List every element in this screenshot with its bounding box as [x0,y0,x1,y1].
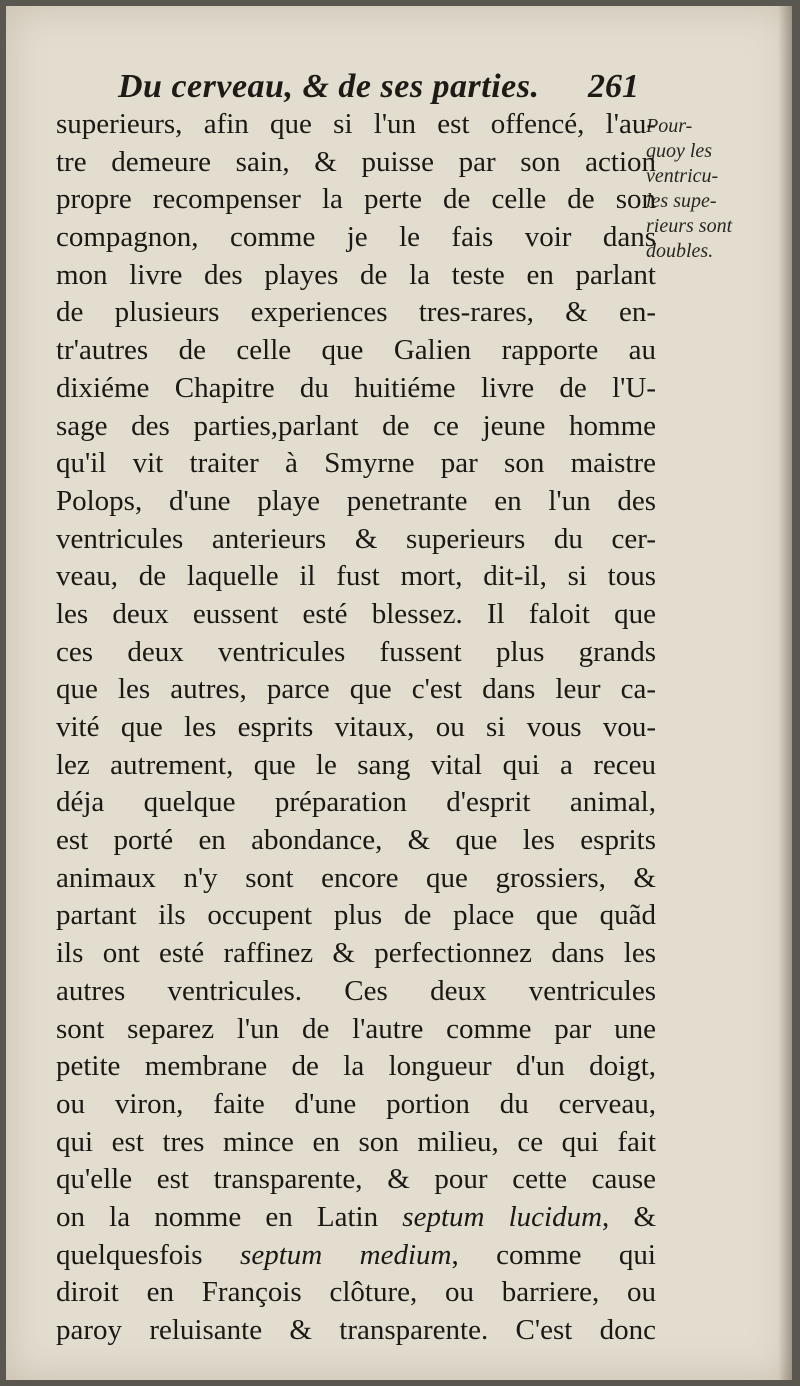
running-title: Du cerveau, & de ses parties. [118,68,540,105]
latin-term-septum-medium: septum medium [240,1238,452,1271]
text-line: qu'elle est transparente, & pour cette cause [56,1163,656,1196]
marginal-note-line: Pour- [646,115,693,137]
text-line: partant ils occupent plus de place que quãd [56,899,656,932]
text-line: tre demeure sain, & puisse par son action [56,145,656,178]
text-line-latin-term [56,1199,656,1237]
text-line: est porté en abondance, & que les esprits [56,824,656,857]
text-line: tr'autres de celle que Galien rapporte au [56,334,656,367]
text-line: que les autres, parce que c'est dans leur ca- [56,673,656,706]
text-segment: , & [602,1200,656,1233]
text-line: propre recompenser la perte de celle de son [56,183,656,216]
page-edge-shadow [778,6,792,1380]
text-line: Polops, d'une playe penetrante en l'un des [56,484,656,517]
text-line: qui est tres mince en son milieu, ce qui fait [56,1125,656,1158]
text-line: dixiéme Chapitre du huitiéme livre de l'U- [56,371,656,404]
marginal-note-line: doubles. [646,240,714,262]
text-line: ventricules anterieurs & superieurs du cer- [56,522,656,555]
text-segment: , comme qui [451,1238,656,1271]
text-line: ces deux ventricules fussent plus grands [56,635,656,668]
marginal-note-line: ventricu- [646,165,719,187]
text-line: paroy reluisante & transparente. C'est donc [56,1314,656,1346]
page-number: 261 [588,68,639,105]
text-line: qu'il vit traiter à Smyrne par son maistre [56,447,656,480]
text-line: sage des parties,parlant de ce jeune homme [56,409,656,442]
text-line: ils ont esté raffinez & perfectionnez dans les [56,937,656,970]
latin-term-septum-lucidum: septum lucidum [402,1200,603,1233]
text-line: autres ventricules. Ces deux ventricules [56,974,656,1007]
text-segment: on la nomme en Latin [56,1200,403,1233]
text-line: compagnon, comme je le fais voir dans [56,221,656,254]
text-line: ou viron, faite d'une portion du cerveau, [56,1087,656,1120]
marginal-note-line: les supe- [646,190,717,212]
text-line: vité que les esprits vitaux, ou si vous vou- [56,711,656,743]
marginal-note-line: rieurs sont [646,215,733,237]
text-line: sont separez l'un de l'autre comme par une [56,1012,656,1045]
text-line: animaux n'y sont encore que grossiers, & [56,861,656,894]
text-line: petite membrane de la longueur d'un doigt, [56,1050,656,1083]
text-line: les deux eussent esté blessez. Il faloit que [56,597,656,630]
text-segment: quelquesfois [56,1238,241,1271]
text-line: veau, de laquelle il fust mort, dit-il, si tous [56,560,656,593]
text-line: de plusieurs experiences tres-rares, & en- [56,296,656,329]
book-page [6,6,792,1380]
text-line-latin-term [56,1237,656,1275]
text-line: diroit en François clôture, ou barriere, ou [56,1276,656,1309]
body-text [56,106,656,1350]
text-line: mon livre des playes de la teste en parlant [56,258,656,291]
marginal-note-line: quoy les [646,140,713,162]
text-line: déja quelque préparation d'esprit animal, [56,786,656,819]
text-line: lez autrement, que le sang vital qui a receu [56,748,656,781]
marginal-note [646,114,776,264]
text-line: superieurs, afin que si l'un est offencé, l'au- [56,108,656,140]
